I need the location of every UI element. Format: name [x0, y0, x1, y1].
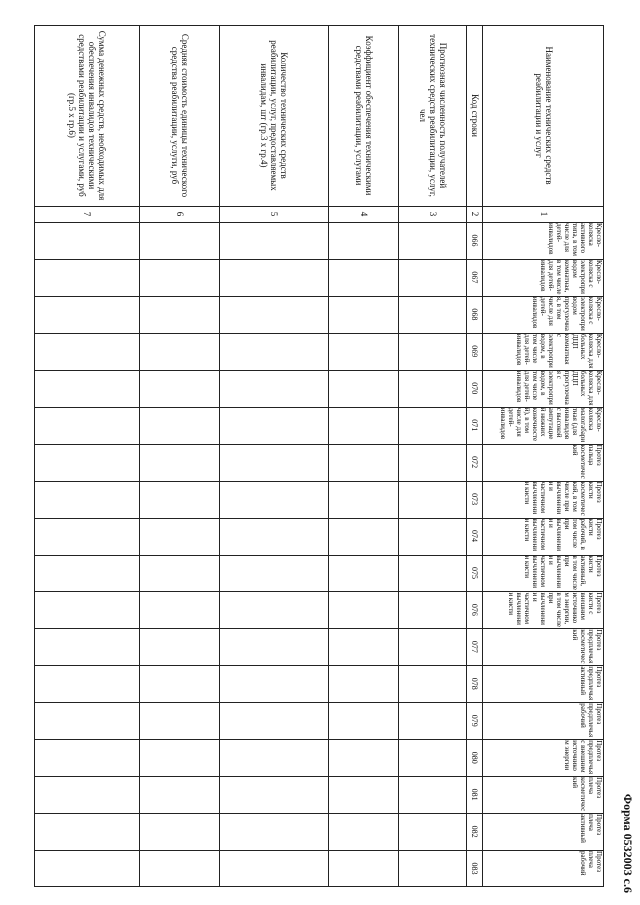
column-number: 4 — [358, 211, 369, 217]
row-name: Протез предплечья с внешним источником энергии — [563, 740, 603, 775]
form-code: Форма 0532003 с.6 — [621, 793, 635, 893]
row-name: Протез пальца косметический — [571, 444, 603, 479]
row-code: 081 — [470, 788, 480, 801]
row-name: Протез кисти с внешним источником энергии, в том числе при вычленении и частичном вычленении кисти — [507, 592, 603, 627]
row-code: 076 — [470, 603, 480, 616]
column-header: Сумма денежных средств, необходимых для обеспечения инвалидов техническими средствами реабилитации и услугами, руб (гр.5 х гр.6) — [66, 30, 107, 201]
column-header: Прогнозная численность получателей технических средств реабилитации, услуг, чел — [417, 34, 448, 197]
row-code: 067 — [470, 271, 480, 284]
column-number: 2 — [469, 211, 480, 217]
row-name: Протез предплечья активный — [579, 666, 603, 701]
row-name: Протез плеча косметический — [571, 777, 603, 812]
row-name: Кресло-коляска для больных ДЦП комнатная с электроприводом, в том числе для детей-инвалидов — [515, 333, 603, 369]
column-number: 5 — [269, 211, 280, 217]
column-header: Средняя стоимость единицы технического средства реабилитации, услуги, руб — [169, 33, 190, 198]
row-name: Протез кисти косметический, в том числе при вычленении и частичном вычленении кисти — [523, 481, 603, 516]
row-name: Кресло-коляска активного типа, в том числе для детей-инвалидов — [547, 223, 603, 256]
row-name: Протез плеча рабочий — [579, 851, 603, 876]
column-header: Количество технических средств реабилитации, услуг, предоставляемых инвалидам, шт (гр.3 х гр.4) — [259, 40, 290, 191]
row-name: Протез предплечья рабочий — [579, 703, 603, 738]
row-name: Кресло-коляска малогабаритная (для инвалидов с высокой ампутацией нижних конечностей), в том числе для детей-инвалидов — [499, 407, 603, 443]
row-name: Протез предплечья косметический — [571, 629, 603, 664]
header-divider — [34, 206, 604, 207]
row-code: 072 — [470, 456, 480, 469]
row-code: 079 — [470, 714, 480, 727]
column-header: Код строки — [469, 94, 480, 137]
row-code: 075 — [470, 566, 480, 579]
row-code: 074 — [470, 530, 480, 543]
row-code: 078 — [470, 677, 480, 690]
row-code: 071 — [470, 419, 480, 432]
row-code: 066 — [470, 234, 480, 247]
row-name: Протез кисти рабочий, в том числе при вычленении и частичном вычленении кисти — [523, 518, 603, 552]
row-code: 077 — [470, 640, 480, 653]
column-number: 7 — [81, 211, 92, 217]
row-code: 073 — [470, 493, 480, 506]
row-name: Кресло-коляска для больных ДЦП прогулочная с электроприводом, в том числе для детей-инвалидов — [515, 370, 603, 406]
row-code: 083 — [470, 862, 480, 875]
row-code: 080 — [470, 751, 480, 764]
row-code: 068 — [470, 308, 480, 321]
row-name: Кресло-коляска с электроприводом комнатная, в том числе для детей-инвалидов — [539, 259, 603, 295]
column-header: Коэффициент обеспечения техническими средствами реабилитации, услугами — [353, 35, 374, 196]
row-name: Протез кисти активный, в том числе при вычленении и частичном вычленении кисти — [523, 555, 603, 591]
row-code: 070 — [470, 382, 480, 395]
row-name: Кресло-коляска с электроприводом прогулочная, в том числе для детей-инвалидов — [531, 296, 603, 331]
column-number: 6 — [174, 211, 185, 217]
column-header: Наименование технических средств реабилитации и услуг — [533, 46, 554, 185]
row-code: 069 — [470, 345, 480, 358]
row-name: Протез плеча активный — [579, 814, 603, 843]
column-number: 3 — [427, 211, 438, 217]
row-code: 082 — [470, 825, 480, 838]
column-number: 1 — [538, 211, 549, 217]
